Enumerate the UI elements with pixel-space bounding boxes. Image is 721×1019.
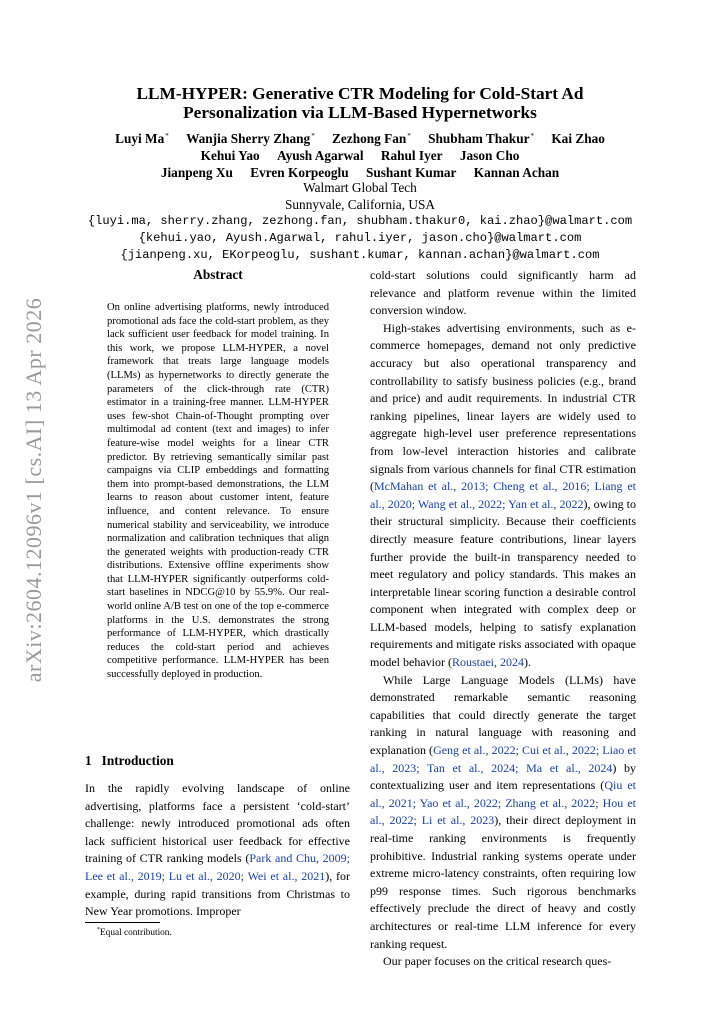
author-row-1 — [70, 128, 650, 147]
intro-paragraph: In the rapidly evolving landscape of online advertising, platforms face a persistent ‘cold-start’ challenge: newly introduced promotional ads often lack sufficient historical user feedback for effective training of CTR ranking models (Park and Chu, 2009; Lee et al., 2019; Lu et al., 2020; Wei et al., 2021), for example, during rapid transitions from Christmas to New Year promotions. Improper — [85, 781, 350, 919]
author-row-2 — [70, 147, 650, 164]
affiliation-org: Walmart Global Tech — [303, 180, 417, 195]
paper-title — [70, 84, 650, 122]
author: Kai Zhao — [551, 131, 605, 147]
author: Luyi Ma* — [115, 131, 169, 147]
email-line[interactable]: {jianpeng.xu, EKorpeoglu, sushant.kumar, kannan.achan}@walmart.com — [120, 248, 600, 262]
citation-link[interactable]: Geng et al., 2022; Cui et al., 2022; Liao et al., 2023; Tan et al., 2024; Ma et al., 2024 — [370, 743, 636, 775]
section-number: 1 — [85, 753, 92, 768]
section-title: Introduction — [101, 753, 174, 768]
author: Ayush Agarwal — [276, 148, 364, 164]
author: Kannan Achan — [473, 165, 560, 181]
abstract-body: On online advertising platforms, newly introduced promotional ads face the cold-start problem, as they lack sufficient user feedback for model training. In this work, we propose LLM-HYPER, a novel framework that treats large language models (LLMs) as hypernetworks to directly generate the parameters of the click-through rate (CTR) estimator in a training-free manner. LLM-HYPER uses few-shot Chain-of-Thought prompting over multimodal ad content (text and images) to infer feature-wise model weights for a linear CTR predictor. By retrieving semantically similar past campaigns via CLIP embeddings and formatting them into prompt-based demonstrations, the LLM learns to reason about customer intent, feature influence, and content relevance. To ensure numerical stability and serviceability, we introduce normalization and calibration techniques that align the generated weights with production-ready CTR distributions. Extensive offline experiments show that LLM-HYPER significantly outperforms cold-start baselines in NDCG@10 by 55.9%. Our real-world online A/B test on one of the top e-commerce platforms in the U.S. demonstrates the strong performance of LLM-HYPER, which drastically reduces the cold-start period and achieves competitive performance. LLM-HYPER has been successfully deployed in production. — [107, 302, 329, 681]
email-line[interactable]: {luyi.ma, sherry.zhang, zezhong.fan, shubham.thakur0, kai.zhao}@walmart.com — [87, 214, 633, 228]
affiliation-location: Sunnyvale, California, USA — [285, 197, 435, 212]
intro-paragraph: Our paper focuses on the critical research ques- — [383, 954, 612, 969]
intro-paragraph: While Large Language Models (LLMs) have demonstrated remarkable semantic reasoning capabilities that could directly generate the target ranking in natural language with reasoning and explanation (Geng et al., 2022; Cui et al., 2022; Liao et al., 2023; Tan et al., 2024; Ma et al., 2024) by contextualizing user and item representations (Qiu et al., 2021; Yao et al., 2022; Zhang et al., 2022; Hou et al., 2022; Li et al., 2023), their direct deployment in real-time ranking environments is frequently prohibitive. Industrial ranking systems operate under extreme micro-latency constraints, often requiring low p99 response times. Such rigorous benchmarks effectively preclude the direct of heavy and costly architectures or real-time LLM inference for every ranking request. — [370, 672, 637, 951]
email-list — [60, 213, 660, 264]
citation-link[interactable]: Roustaei, 2024 — [451, 655, 524, 670]
email-line[interactable]: {kehui.yao, Ayush.Agarwal, rahul.iyer, jason.cho}@walmart.com — [138, 231, 582, 245]
author: Evren Korpeoglu — [250, 165, 349, 181]
title-line-1: LLM-HYPER: Generative CTR Modeling for Cold-Start Ad — [136, 84, 584, 103]
footnote-divider — [85, 922, 160, 923]
footnote: *Equal contribution. — [97, 927, 172, 939]
intro-paragraph: High-stakes advertising environments, such as e-commerce homepages, demand not only predictive accuracy but also operational transparency and controllability to satisfy business policies (e.g., brand and price) and audit requirements. In industrial CTR ranking pipelines, linear layers are widely used to aggregate high-level user preference representations from low-level interaction histories and calibrate signals from various channels for final CTR estimation (McMahan et al., 2013; Cheng et al., 2016; Liang et al., 2020; Wang et al., 2022; Yan et al., 2022), owing to their structural simplicity. Because their coefficients directly measure feature contributions, linear layers further provide the built-in transparency needed to meet regulatory and policy standards. This makes an interpretable linear scoring function a desirable control component when integrated with complex deep or LLM-based models, helping to satisfy explanation requirements and mitigate risks associated with opaque model behavior (Roustaei, 2024). — [370, 320, 636, 670]
author: Jason Cho — [459, 148, 520, 164]
citation-link[interactable]: Qiu et al., 2021; Yao et al., 2022; Zhang et al., 2022; Hou et al., 2022; Li et al., 2023 — [370, 778, 636, 828]
title-line-2: Personalization via LLM-Based Hypernetworks — [183, 103, 537, 122]
citation-link[interactable]: Park and Chu, 2009; Lee et al., 2019; Lu et al., 2020; Wei et al., 2021 — [85, 851, 350, 883]
author: Sushant Kumar — [365, 165, 457, 181]
affiliation — [70, 179, 650, 213]
section-heading — [85, 753, 174, 769]
author: Wanjia Sherry Zhang* — [186, 131, 315, 147]
author: Zezhong Fan* — [332, 131, 411, 147]
abstract-heading: Abstract — [193, 267, 243, 282]
author: Kehui Yao — [200, 148, 260, 164]
author: Rahul Iyer — [380, 148, 443, 164]
intro-left-column — [85, 780, 350, 921]
intro-paragraph: cold-start solutions could significantly harm ad relevance and platform revenue within the limited conversion window. — [370, 268, 636, 318]
author: Shubham Thakur* — [428, 131, 534, 147]
citation-link[interactable]: McMahan et al., 2013; Cheng et al., 2016; Liang et al., 2020; Wang et al., 2022; Yan et al., 2022 — [370, 479, 636, 511]
arxiv-id-text: arXiv:2604.12096v1 [cs.AI] 13 Apr 2026 — [21, 297, 46, 683]
arxiv-identifier — [14, 297, 54, 683]
author: Jianpeng Xu — [160, 165, 233, 181]
author-list — [70, 128, 650, 181]
intro-right-column — [370, 267, 636, 971]
